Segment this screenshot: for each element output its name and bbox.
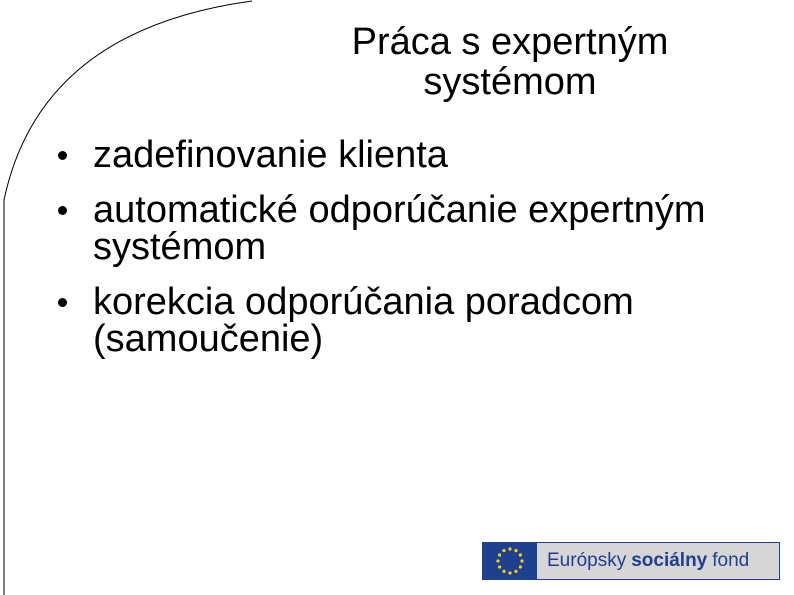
eu-star-icon: [519, 565, 522, 568]
eu-star-icon: [498, 565, 501, 568]
bullet-item: [58, 189, 794, 268]
esf-logo-text-bold: sociálny: [631, 550, 708, 571]
eu-star-icon: [508, 571, 511, 574]
eu-star-icon: [514, 570, 517, 573]
bullet-list: [58, 134, 794, 376]
bullet-text: korekcia odporúčania poradcom (samoučenie): [93, 281, 634, 360]
bullet-item: [58, 134, 794, 176]
eu-star-icon: [496, 559, 499, 562]
eu-star-icon: [502, 549, 505, 552]
bullet-text: automatické odporúčanie expertným systémom: [93, 189, 706, 268]
slide-title: Práca s expertným systémom: [351, 21, 669, 103]
bullet-dot-icon: [58, 298, 67, 307]
esf-logo-text-pre: Európsky: [547, 550, 627, 571]
esf-logo-text-post: fond: [712, 550, 750, 571]
eu-star-icon: [508, 547, 511, 550]
eu-star-icon: [520, 559, 523, 562]
esf-logo-text: [537, 543, 779, 579]
eu-star-icon: [502, 570, 505, 573]
bullet-item: [58, 281, 794, 360]
eu-star-icon: [519, 553, 522, 556]
bullet-text: zadefinovanie klienta: [93, 134, 448, 176]
eu-flag-icon: [483, 543, 537, 579]
esf-logo: [482, 542, 780, 580]
bullet-dot-icon: [58, 151, 67, 160]
eu-star-icon: [498, 553, 501, 556]
bullet-dot-icon: [58, 206, 67, 215]
eu-star-icon: [514, 549, 517, 552]
